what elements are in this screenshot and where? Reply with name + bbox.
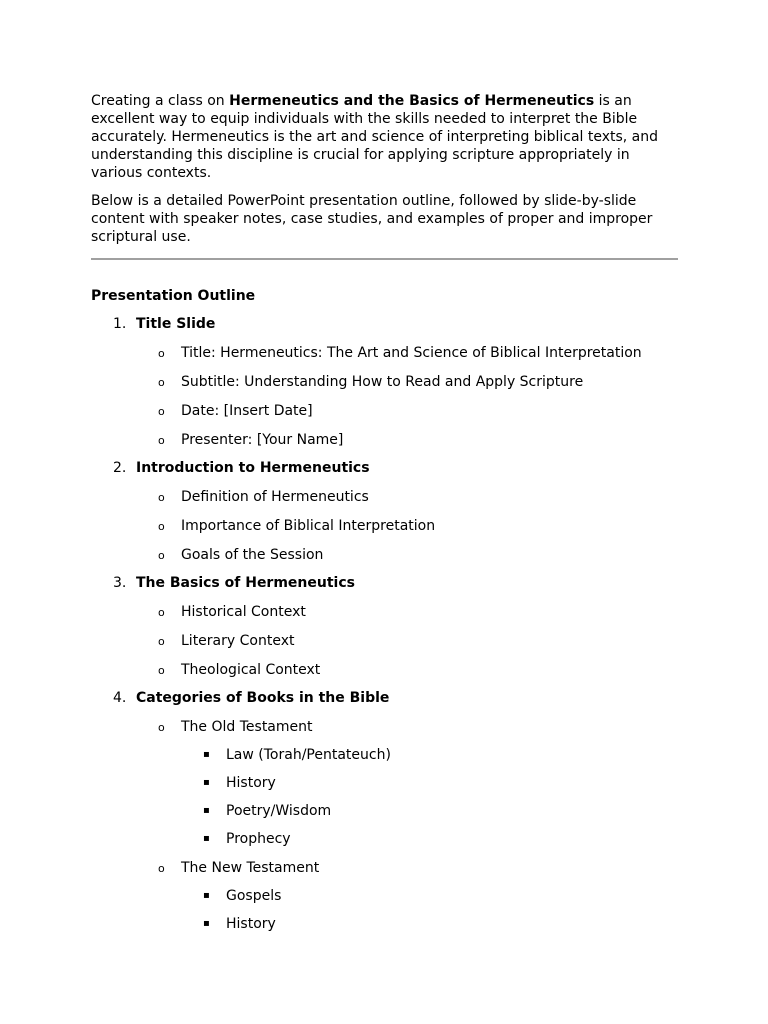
outline-subsubitem-text: Prophecy [226,831,291,847]
square-bullet-icon: ▪ [203,918,210,929]
square-bullet-icon: ▪ [203,777,210,788]
outline-subsubitem [91,915,681,933]
outline-subsubitem-text: Gospels [226,888,282,904]
horizontal-divider [91,258,678,260]
square-bullet-icon: ▪ [203,890,210,901]
outline-item-number: 3. [113,575,127,591]
outline-item [91,459,681,477]
outline-subitem-text: Goals of the Session [181,547,324,563]
outline-subitem [91,402,681,420]
outline-item-title: Introduction to Hermeneutics [136,460,370,476]
outline-subitem [91,431,681,449]
outline-subitem-text: Presenter: [Your Name] [181,432,344,448]
outline-subitem-text: Definition of Hermeneutics [181,489,369,505]
outline-subsubitem-text: History [226,775,276,791]
outline-item-number: 2. [113,460,127,476]
outline-subitem-text: Date: [Insert Date] [181,403,313,419]
outline-subitem [91,632,681,650]
outline-subitem-text: Importance of Biblical Interpretation [181,518,436,534]
outline-item [91,574,681,592]
intro-text-start: Creating a class on [91,93,230,109]
outline-item-title: Categories of Books in the Bible [136,690,390,706]
outline-subitem-text: Theological Context [181,662,321,678]
hollow-bullet-icon: o [158,376,165,389]
outline-subitem [91,661,681,679]
intro-text-end: is an excellent way to equip individuals with the skills needed to interpret the Bible accurately. Hermeneutics is the art and science of interpreting biblical texts, and understanding this discipline is crucial for applying scripture appropriately in various contexts. [91,93,659,181]
intro-paragraph-1 [91,92,681,182]
outline-subitem-text: Historical Context [181,604,306,620]
outline-subitem [91,517,681,535]
outline-subsubitem [91,802,681,820]
outline-subsubitem-text: Law (Torah/Pentateuch) [226,747,391,763]
intro-paragraph-2: Below is a detailed PowerPoint presentation outline, followed by slide-by-slide content with speaker notes, case studies, and examples of proper and improper scriptural use. [91,193,653,245]
hollow-bullet-icon: o [158,491,165,504]
square-bullet-icon: ▪ [203,805,210,816]
outline-list [91,315,681,933]
outline-subitem [91,859,681,877]
outline-subitem [91,603,681,621]
outline-subsubitem [91,830,681,848]
hollow-bullet-icon: o [158,635,165,648]
intro-bold-topic: Hermeneutics and the Basics of Hermeneutics [229,93,595,109]
outline-subitem [91,488,681,506]
hollow-bullet-icon: o [158,434,165,447]
outline-item-number: 1. [113,316,127,332]
hollow-bullet-icon: o [158,549,165,562]
hollow-bullet-icon: o [158,721,165,734]
hollow-bullet-icon: o [158,405,165,418]
outline-subitem-text: Title: Hermeneutics: The Art and Science of Biblical Interpretation [181,345,642,361]
outline-subitem-text: Literary Context [181,633,295,649]
outline-subsubitem [91,774,681,792]
outline-subitem-text: The New Testament [181,860,320,876]
outline-item-title: The Basics of Hermeneutics [136,575,355,591]
outline-subsubitem [91,887,681,905]
hollow-bullet-icon: o [158,606,165,619]
document-page [91,92,681,933]
outline-subitem-text: The Old Testament [181,719,313,735]
hollow-bullet-icon: o [158,862,165,875]
square-bullet-icon: ▪ [203,749,210,760]
outline-subitem-text: Subtitle: Understanding How to Read and Apply Scripture [181,374,584,390]
square-bullet-icon: ▪ [203,833,210,844]
outline-subitem [91,373,681,391]
hollow-bullet-icon: o [158,664,165,677]
outline-subsubitem [91,746,681,764]
outline-item-number: 4. [113,690,127,706]
outline-item [91,689,681,707]
outline-subitem [91,344,681,362]
outline-subsubitem-text: Poetry/Wisdom [226,803,332,819]
outline-heading: Presentation Outline [91,288,256,304]
outline-item [91,315,681,333]
hollow-bullet-icon: o [158,347,165,360]
outline-item-title: Title Slide [136,316,216,332]
outline-subitem [91,546,681,564]
outline-subitem [91,718,681,736]
hollow-bullet-icon: o [158,520,165,533]
outline-subsubitem-text: History [226,916,276,932]
